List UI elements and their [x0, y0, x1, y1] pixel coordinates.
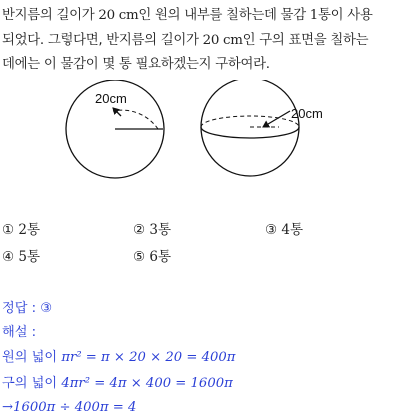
option-marker: ⑤ [133, 249, 146, 265]
question-text [2, 4, 398, 78]
circle-radius-arc [113, 110, 158, 129]
sphere-radius-label: 20cm [291, 106, 323, 121]
result-formula: →1600π ÷ 400π = 4 [2, 400, 137, 415]
sphere-arrow [263, 111, 290, 127]
explanation-label: 해설 : [2, 325, 37, 340]
option-value: 4통 [281, 222, 304, 238]
question-line-1 [2, 4, 398, 29]
circle-radius-label: 20cm [95, 91, 127, 106]
option-2[interactable] [133, 220, 171, 240]
option-3[interactable] [265, 220, 303, 240]
question-text-segment: 되었다. 그렇다면, 반지름의 길이가 [2, 32, 203, 48]
question-line-2 [2, 29, 398, 54]
question-text-segment: 인 원의 내부를 칠하는데 물감 [138, 8, 310, 23]
option-5[interactable] [133, 247, 171, 267]
sphere-equator-front [201, 127, 299, 138]
result-line [2, 398, 136, 418]
question-text-segment: 통이 사용 [318, 8, 373, 23]
question-text-segment: 반지름의 길이가 [2, 8, 99, 23]
sphere-figure [201, 80, 323, 176]
option-value: 5통 [18, 249, 41, 265]
question-line-3 [2, 53, 398, 78]
option-marker: ③ [265, 222, 278, 238]
sphere-outline [201, 80, 299, 176]
option-marker: ② [133, 222, 146, 238]
option-marker: ④ [2, 249, 15, 265]
answer-line: 정답 : ③ [2, 301, 53, 316]
figures [0, 80, 400, 190]
sphere-area-formula: 4πr² = 4π × 400 = 1600π [61, 376, 233, 391]
question-text-segment: 인 구의 표면을 칠하는 [242, 32, 369, 48]
option-value: 2통 [18, 222, 41, 238]
option-1[interactable] [2, 220, 40, 240]
circle-area-label: 원의 넓이 [2, 350, 58, 365]
option-4[interactable] [2, 247, 40, 267]
question-text-segment: 데에는 이 물감이 몇 통 필요하겠는지 구하여라. [2, 57, 270, 72]
circle-area-formula: πr² = π × 20 × 20 = 400π [61, 350, 236, 365]
sphere-equator-back [201, 116, 299, 127]
circle-figure [66, 80, 164, 178]
sphere-area-line [2, 374, 233, 394]
option-value: 3통 [149, 222, 172, 238]
circle-area-line [2, 348, 235, 368]
option-value: 6통 [149, 249, 172, 265]
circle-radius-value: 20 cm [98, 8, 139, 23]
option-marker: ① [2, 222, 15, 238]
paint-count-value: 1 [309, 8, 319, 23]
sphere-radius-value: 20 cm [202, 32, 243, 48]
sphere-area-label: 구의 넓이 [2, 376, 58, 391]
circle-arrow [113, 108, 121, 116]
